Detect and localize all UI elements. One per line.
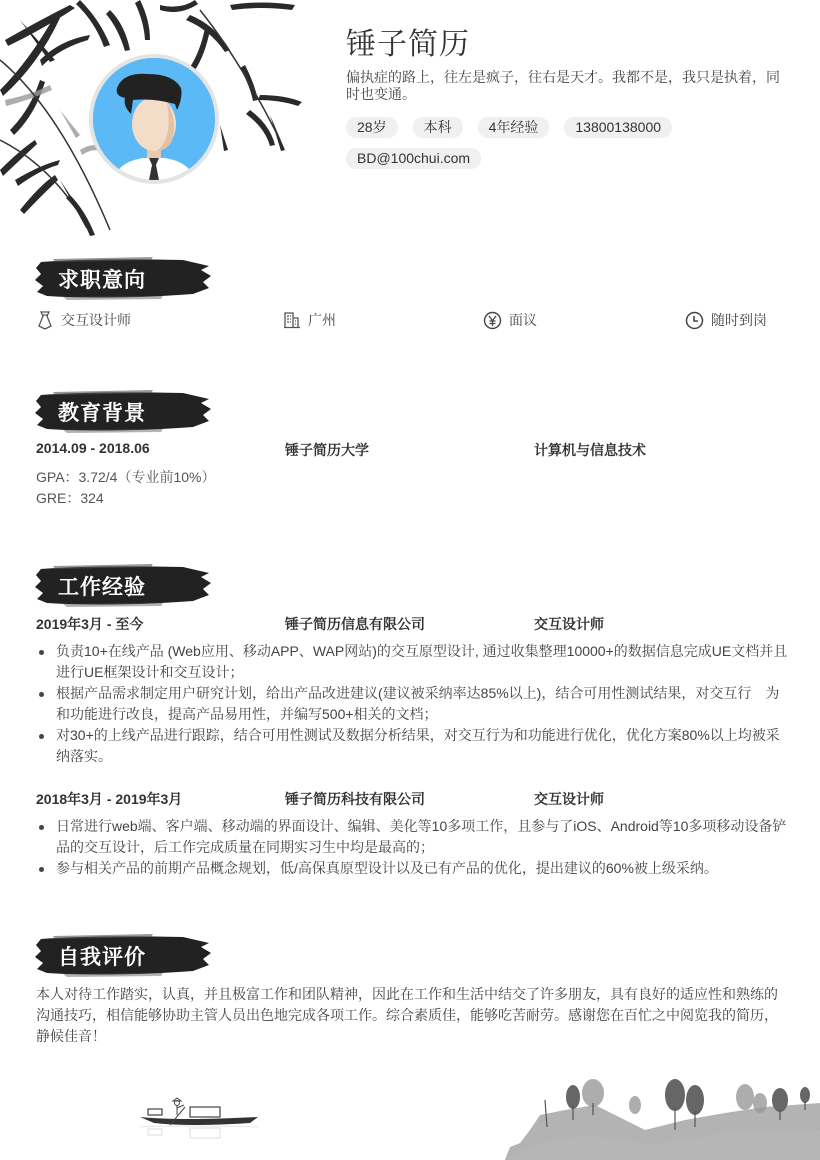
self-evaluation-text: 本人对待工作踏实，认真，并且极富工作和团队精神，因此在工作和生活中结交了许多朋友，具有良好的适应性和熟练的沟通技巧，相信能够协助主管人员出色地完成各项工作。综合素质佳，能够吃苦耐劳。感谢您在百忙之中阅览我的简历，静候佳音！ — [36, 986, 778, 1044]
experience-tag: 4年经验 — [478, 117, 550, 138]
degree-tag: 本科 — [413, 117, 463, 138]
job-position: 交互设计师 — [534, 616, 604, 632]
job-company: 锤子简历信息有限公司 — [285, 616, 425, 632]
education-row — [36, 440, 796, 460]
intent-salary — [483, 310, 537, 330]
education-period: 2014.09 - 2018.06 — [36, 440, 150, 456]
resume-name: 锤子简历 — [346, 28, 470, 61]
intent-label: 随时到岗 — [711, 312, 767, 328]
landscape-decoration — [505, 1075, 820, 1160]
tie-icon — [36, 310, 54, 330]
job-1-bullets — [36, 641, 788, 767]
section-title-education — [33, 389, 213, 435]
job-period: 2019年3月 - 至今 — [36, 616, 144, 632]
job-period: 2018年3月 - 2019年3月 — [36, 791, 183, 807]
motto: 偏执症的路上，往左是疯子，往右是天才。我都不是，我只是执着，同时也变通。 — [346, 69, 780, 102]
avatar-illustration — [93, 58, 215, 180]
section-heading: 教育背景 — [58, 402, 146, 425]
list-item: 对30+的上线产品进行跟踪，结合可用性测试及数据分析结果，对交互行为和功能进行优化，优化方案80%以上均被采纳落实。 — [36, 725, 788, 767]
intent-label: 广州 — [308, 312, 336, 328]
list-item: 负责10+在线产品 (Web应用、移动APP、WAP网站)的交互原型设计, 通过收集整理10000+的数据信息完成UE文档并且进行UE框架设计和交互设计； — [36, 641, 788, 683]
intent-city — [283, 310, 336, 330]
education-major: 计算机与信息技术 — [534, 442, 646, 458]
section-heading: 求职意向 — [58, 269, 146, 292]
job-row-1 — [36, 614, 796, 634]
section-heading: 自我评价 — [58, 946, 146, 969]
intent-availability — [685, 310, 767, 330]
phone-tag[interactable]: 13800138000 — [564, 117, 672, 138]
education-details — [36, 467, 215, 509]
intent-label: 面议 — [509, 312, 537, 328]
boat-decoration — [140, 1095, 265, 1145]
list-item: 日常进行web端、客户端、移动端的界面设计、编辑、美化等10多项工作，且参与了iOS、Android等10多项移动设备铲品的交互设计，后工作完成质量在同期实习生中均是最高的； — [36, 816, 788, 858]
gre-line: GRE：324 — [36, 490, 104, 506]
job-intent-row — [36, 310, 796, 332]
section-heading: 工作经验 — [58, 576, 146, 599]
info-tags — [346, 117, 791, 169]
job-company: 锤子简历科技有限公司 — [285, 791, 425, 807]
intent-label: 交互设计师 — [61, 312, 131, 328]
email-tag[interactable]: BD@100chui.com — [346, 148, 481, 169]
gpa-line: GPA：3.72/4（专业前10%） — [36, 469, 216, 485]
intent-position — [36, 310, 131, 330]
section-title-intent — [33, 256, 213, 302]
education-school: 锤子简历大学 — [285, 442, 369, 458]
list-item: 参与相关产品的前期产品概念规划，低/高保真原型设计以及已有产品的优化，提出建议的60%被上级采纳。 — [36, 858, 788, 879]
age-tag: 28岁 — [346, 117, 398, 138]
job-position: 交互设计师 — [534, 791, 604, 807]
list-item: 根据产品需求制定用户研究计划，给出产品改进建议(建议被采纳率达85%以上)，结合可用性测试结果，对交互行 为和功能进行改良，提高产品易用性，并编写500+相关的文档； — [36, 683, 788, 725]
profile-header — [346, 26, 791, 169]
section-title-work — [33, 563, 213, 609]
job-row-2 — [36, 789, 796, 809]
section-title-self — [33, 933, 213, 979]
yen-icon — [483, 311, 502, 330]
job-2-bullets — [36, 816, 788, 879]
building-icon — [283, 311, 301, 329]
avatar — [89, 54, 219, 184]
clock-icon — [685, 311, 704, 330]
